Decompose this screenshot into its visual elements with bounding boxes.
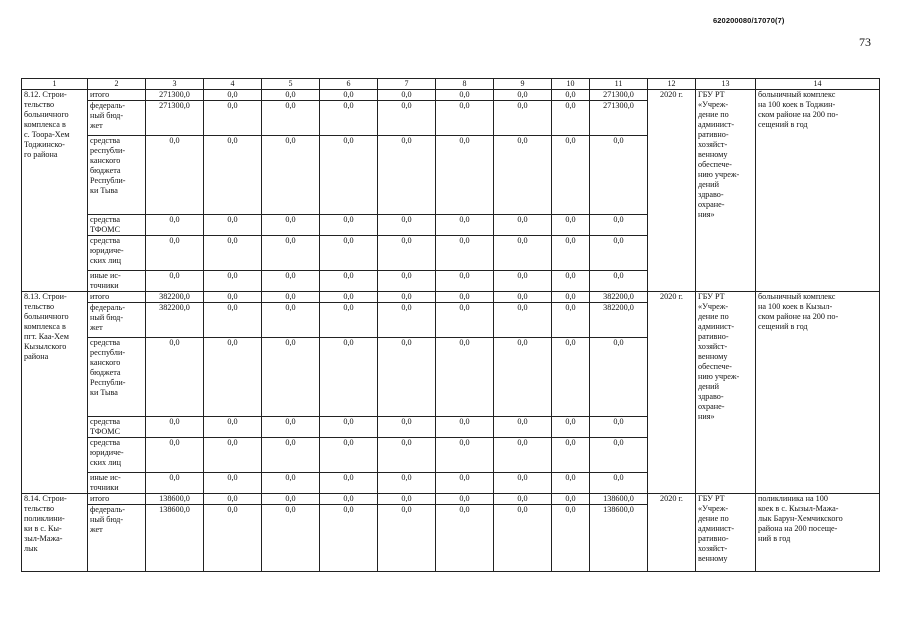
funding-source-cell: средства юридиче- ских лиц	[88, 438, 146, 473]
value-cell: 0,0	[320, 473, 378, 494]
value-cell: 0,0	[378, 90, 436, 101]
value-cell: 0,0	[590, 473, 648, 494]
result-cell: больничный комплекс на 100 коек в Тоджин- ском районе на 200 по- сещений в год	[756, 90, 880, 292]
value-cell: 0,0	[552, 473, 590, 494]
value-cell: 0,0	[320, 215, 378, 236]
value-cell: 0,0	[320, 505, 378, 572]
funding-source-cell: средства ТФОМС	[88, 417, 146, 438]
value-cell: 138600,0	[146, 505, 204, 572]
value-cell: 0,0	[262, 438, 320, 473]
header-cell: 13	[696, 79, 756, 90]
value-cell: 0,0	[494, 215, 552, 236]
executor-cell: ГБУ РТ «Учреж- дение по админист- ративно- хозяйст- венному обеспече- нию учреж- дений здраво- охране- ния»	[696, 292, 756, 494]
value-cell: 0,0	[262, 494, 320, 505]
value-cell: 0,0	[204, 505, 262, 572]
value-cell: 0,0	[494, 303, 552, 338]
executor-cell: ГБУ РТ «Учреж- дение по админист- ративно- хозяйст- венному обеспече- нию учреж- дений здраво- охране- ния»	[696, 90, 756, 292]
funding-source-cell: средства республи- канского бюджета Республи- ки Тыва	[88, 136, 146, 215]
value-cell: 382200,0	[146, 303, 204, 338]
header-cell: 3	[146, 79, 204, 90]
value-cell: 0,0	[262, 292, 320, 303]
table-row	[22, 494, 880, 505]
value-cell: 0,0	[146, 136, 204, 215]
value-cell: 0,0	[494, 292, 552, 303]
value-cell: 0,0	[436, 338, 494, 417]
funding-source-cell: федераль- ный бюд- жет	[88, 303, 146, 338]
value-cell: 0,0	[146, 271, 204, 292]
value-cell: 0,0	[552, 338, 590, 417]
value-cell: 0,0	[436, 136, 494, 215]
header-cell: 1	[22, 79, 88, 90]
year-cell: 2020 г.	[648, 292, 696, 494]
value-cell: 0,0	[436, 303, 494, 338]
value-cell: 0,0	[590, 136, 648, 215]
header-cell: 6	[320, 79, 378, 90]
value-cell: 0,0	[262, 303, 320, 338]
header-cell: 9	[494, 79, 552, 90]
value-cell: 0,0	[494, 101, 552, 136]
value-cell: 0,0	[204, 438, 262, 473]
value-cell: 0,0	[552, 303, 590, 338]
table-row	[22, 90, 880, 101]
value-cell: 0,0	[436, 236, 494, 271]
value-cell: 138600,0	[590, 505, 648, 572]
value-cell: 0,0	[590, 215, 648, 236]
value-cell: 0,0	[436, 494, 494, 505]
value-cell: 0,0	[590, 438, 648, 473]
value-cell: 0,0	[378, 271, 436, 292]
value-cell: 0,0	[552, 236, 590, 271]
value-cell: 0,0	[378, 505, 436, 572]
funding-source-cell: итого	[88, 494, 146, 505]
value-cell: 0,0	[378, 494, 436, 505]
funding-source-cell: средства юридиче- ских лиц	[88, 236, 146, 271]
header-cell: 8	[436, 79, 494, 90]
header-cell: 12	[648, 79, 696, 90]
value-cell: 0,0	[320, 236, 378, 271]
value-cell: 0,0	[494, 494, 552, 505]
value-cell: 0,0	[552, 292, 590, 303]
value-cell: 0,0	[590, 338, 648, 417]
value-cell: 271300,0	[146, 90, 204, 101]
value-cell: 0,0	[378, 101, 436, 136]
project-name-cell: 8.13. Строи- тельство больничного комплекса в пгт. Каа-Хем Кызылского района	[22, 292, 88, 494]
value-cell: 0,0	[146, 338, 204, 417]
value-cell: 0,0	[262, 505, 320, 572]
value-cell: 0,0	[320, 417, 378, 438]
value-cell: 0,0	[378, 473, 436, 494]
value-cell: 0,0	[436, 473, 494, 494]
value-cell: 0,0	[320, 101, 378, 136]
page-number: 73	[859, 35, 871, 49]
value-cell: 0,0	[320, 494, 378, 505]
value-cell: 0,0	[146, 215, 204, 236]
value-cell: 0,0	[262, 473, 320, 494]
document-code: 620200080/17070(7)	[713, 16, 785, 25]
value-cell: 0,0	[552, 136, 590, 215]
value-cell: 382200,0	[146, 292, 204, 303]
value-cell: 0,0	[590, 236, 648, 271]
value-cell: 0,0	[590, 417, 648, 438]
value-cell: 0,0	[146, 236, 204, 271]
value-cell: 0,0	[494, 271, 552, 292]
funding-source-cell: итого	[88, 292, 146, 303]
value-cell: 0,0	[552, 271, 590, 292]
value-cell: 0,0	[262, 338, 320, 417]
value-cell: 0,0	[436, 417, 494, 438]
value-cell: 0,0	[552, 215, 590, 236]
value-cell: 0,0	[590, 271, 648, 292]
value-cell: 0,0	[552, 438, 590, 473]
result-cell: поликлиника на 100 коек в с. Кызыл-Мажа- лык Барун-Хемчикского района на 200 посеще- ний в год	[756, 494, 880, 572]
value-cell: 0,0	[436, 215, 494, 236]
value-cell: 0,0	[262, 136, 320, 215]
value-cell: 0,0	[262, 101, 320, 136]
funding-source-cell: федераль- ный бюд- жет	[88, 505, 146, 572]
value-cell: 0,0	[320, 292, 378, 303]
value-cell: 0,0	[204, 292, 262, 303]
funding-source-cell: иные ис- точники	[88, 473, 146, 494]
value-cell: 271300,0	[590, 101, 648, 136]
value-cell: 0,0	[262, 417, 320, 438]
value-cell: 0,0	[494, 90, 552, 101]
value-cell: 0,0	[378, 236, 436, 271]
value-cell: 0,0	[204, 303, 262, 338]
value-cell: 0,0	[378, 215, 436, 236]
value-cell: 0,0	[552, 101, 590, 136]
value-cell: 0,0	[204, 494, 262, 505]
executor-cell: ГБУ РТ «Учреж- дение по админист- ративно- хозяйст- венному	[696, 494, 756, 572]
value-cell: 0,0	[146, 417, 204, 438]
value-cell: 0,0	[378, 136, 436, 215]
value-cell: 0,0	[552, 505, 590, 572]
value-cell: 0,0	[436, 438, 494, 473]
value-cell: 0,0	[436, 292, 494, 303]
header-cell: 14	[756, 79, 880, 90]
funding-source-cell: федераль- ный бюд- жет	[88, 101, 146, 136]
value-cell: 0,0	[262, 215, 320, 236]
header-cell: 11	[590, 79, 648, 90]
value-cell: 0,0	[494, 236, 552, 271]
value-cell: 382200,0	[590, 292, 648, 303]
header-cell: 4	[204, 79, 262, 90]
value-cell: 0,0	[494, 438, 552, 473]
value-cell: 382200,0	[590, 303, 648, 338]
value-cell: 0,0	[436, 101, 494, 136]
value-cell: 271300,0	[146, 101, 204, 136]
value-cell: 0,0	[436, 90, 494, 101]
value-cell: 0,0	[204, 271, 262, 292]
value-cell: 0,0	[204, 417, 262, 438]
funding-source-cell: итого	[88, 90, 146, 101]
value-cell: 0,0	[146, 473, 204, 494]
value-cell: 0,0	[320, 338, 378, 417]
year-cell: 2020 г.	[648, 494, 696, 572]
value-cell: 0,0	[552, 90, 590, 101]
funding-source-cell: иные ис- точники	[88, 271, 146, 292]
value-cell: 0,0	[494, 136, 552, 215]
value-cell: 0,0	[320, 90, 378, 101]
value-cell: 0,0	[204, 101, 262, 136]
value-cell: 0,0	[204, 236, 262, 271]
value-cell: 0,0	[204, 215, 262, 236]
year-cell: 2020 г.	[648, 90, 696, 292]
value-cell: 0,0	[436, 271, 494, 292]
table-row	[22, 292, 880, 303]
budget-table	[21, 78, 880, 572]
value-cell: 271300,0	[590, 90, 648, 101]
header-cell: 7	[378, 79, 436, 90]
value-cell: 0,0	[320, 303, 378, 338]
value-cell: 0,0	[494, 338, 552, 417]
header-row	[22, 79, 880, 90]
value-cell: 0,0	[494, 473, 552, 494]
value-cell: 0,0	[320, 271, 378, 292]
value-cell: 0,0	[378, 292, 436, 303]
header-cell: 2	[88, 79, 146, 90]
value-cell: 0,0	[146, 438, 204, 473]
value-cell: 0,0	[320, 438, 378, 473]
value-cell: 0,0	[378, 338, 436, 417]
value-cell: 0,0	[262, 236, 320, 271]
value-cell: 0,0	[378, 438, 436, 473]
funding-source-cell: средства ТФОМС	[88, 215, 146, 236]
project-name-cell: 8.12. Строи- тельство больничного комплекса в с. Тоора-Хем Тоджинско- го района	[22, 90, 88, 292]
value-cell: 138600,0	[146, 494, 204, 505]
value-cell: 0,0	[378, 417, 436, 438]
header-cell: 10	[552, 79, 590, 90]
value-cell: 0,0	[378, 303, 436, 338]
value-cell: 0,0	[204, 136, 262, 215]
value-cell: 0,0	[204, 338, 262, 417]
value-cell: 0,0	[552, 494, 590, 505]
funding-source-cell: средства республи- канского бюджета Республи- ки Тыва	[88, 338, 146, 417]
value-cell: 0,0	[494, 417, 552, 438]
result-cell: больничный комплекс на 100 коек в Кызыл- ском районе на 200 по- сещений в год	[756, 292, 880, 494]
value-cell: 0,0	[494, 505, 552, 572]
value-cell: 0,0	[204, 90, 262, 101]
value-cell: 0,0	[552, 417, 590, 438]
value-cell: 138600,0	[590, 494, 648, 505]
value-cell: 0,0	[320, 136, 378, 215]
value-cell: 0,0	[204, 473, 262, 494]
header-cell: 5	[262, 79, 320, 90]
value-cell: 0,0	[436, 505, 494, 572]
value-cell: 0,0	[262, 90, 320, 101]
project-name-cell: 8.14. Строи- тельство поликлини- ки в с. Кы- зыл-Мажа- лык	[22, 494, 88, 572]
value-cell: 0,0	[262, 271, 320, 292]
